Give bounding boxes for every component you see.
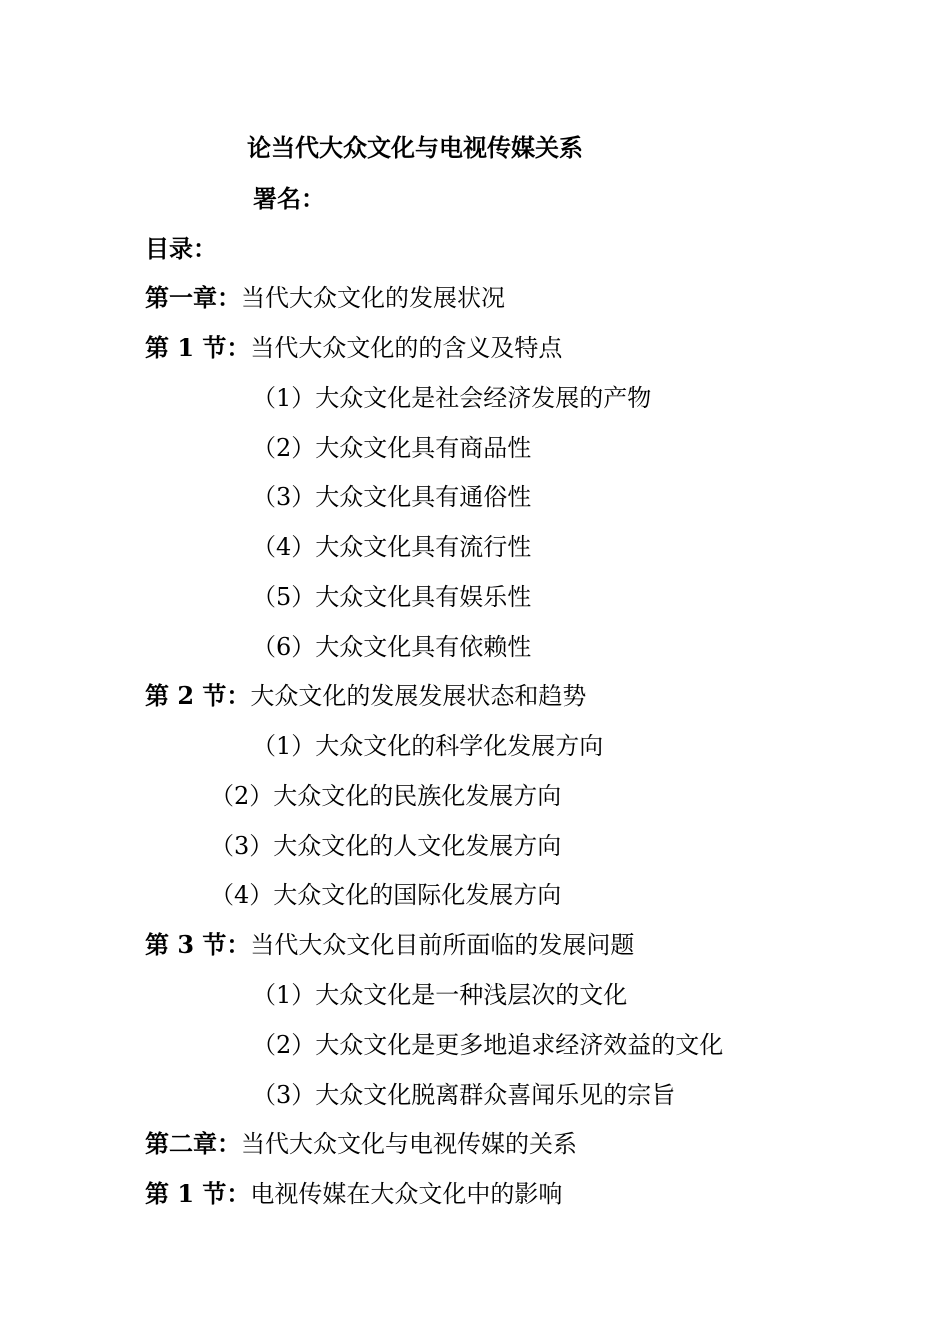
chapter-1-section-3-heading xyxy=(145,930,634,960)
document-title: 论当代大众文化与电视传媒关系 xyxy=(247,133,583,162)
section-title: 电视传媒在大众文化中的影响 xyxy=(250,1180,563,1208)
toc-item: （2）大众文化具有商品性 xyxy=(252,434,532,462)
chapter-2-heading xyxy=(145,1129,577,1159)
chapter-2-section-1-heading xyxy=(145,1179,562,1209)
signature-label: 署名： xyxy=(253,184,325,213)
toc-item: （1）大众文化是一种浅层次的文化 xyxy=(252,981,628,1009)
chapter-label: 第一章： xyxy=(145,283,241,312)
chapter-label: 第二章： xyxy=(145,1129,241,1158)
chapter-title: 当代大众文化与电视传媒的关系 xyxy=(241,1130,577,1158)
toc-item: （2）大众文化是更多地追求经济效益的文化 xyxy=(252,1031,724,1059)
toc-label: 目录： xyxy=(145,234,217,263)
toc-item: （4）大众文化的国际化发展方向 xyxy=(210,881,562,909)
toc-item: （3）大众文化的人文化发展方向 xyxy=(210,832,562,860)
section-label: 第 1 节： xyxy=(145,1179,251,1208)
toc-item: （3）大众文化具有通俗性 xyxy=(252,483,532,511)
chapter-title: 当代大众文化的发展状况 xyxy=(241,284,505,312)
chapter-1-heading xyxy=(145,283,505,313)
section-label: 第 3 节： xyxy=(145,930,251,959)
chapter-1-section-1-heading xyxy=(145,333,562,363)
toc-item: （1）大众文化是社会经济发展的产物 xyxy=(252,384,652,412)
toc-item: （6）大众文化具有依赖性 xyxy=(252,633,532,661)
section-title: 大众文化的发展发展状态和趋势 xyxy=(250,682,587,710)
toc-item: （5）大众文化具有娱乐性 xyxy=(252,583,532,611)
section-label: 第 2 节： xyxy=(145,681,251,710)
toc-item: （4）大众文化具有流行性 xyxy=(252,533,532,561)
section-title: 当代大众文化的的含义及特点 xyxy=(250,334,563,362)
toc-item: （3）大众文化脱离群众喜闻乐见的宗旨 xyxy=(252,1081,676,1109)
section-title: 当代大众文化目前所面临的发展问题 xyxy=(250,931,635,959)
section-label: 第 1 节： xyxy=(145,333,251,362)
chapter-1-section-2-heading xyxy=(145,681,586,711)
toc-item: （1）大众文化的科学化发展方向 xyxy=(252,732,604,760)
toc-item: （2）大众文化的民族化发展方向 xyxy=(210,782,562,810)
